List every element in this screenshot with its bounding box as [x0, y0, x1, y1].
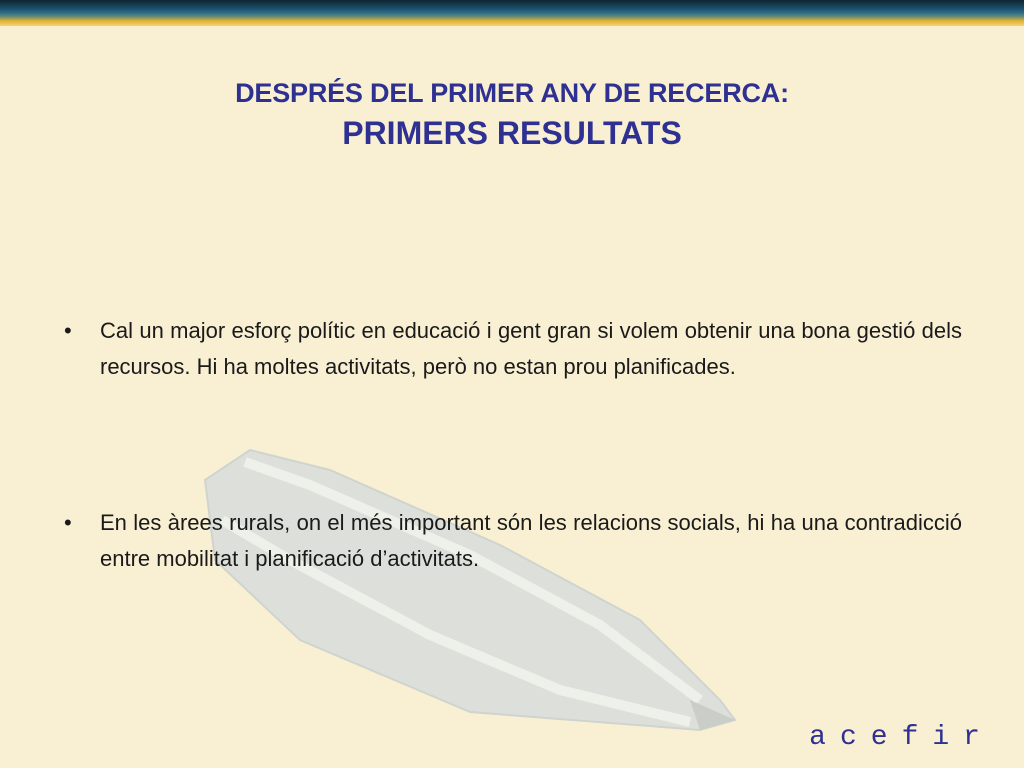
bullet-text: Cal un major esforç polític en educació i gent gran si volem obtenir una bona gestió dels recursos. Hi ha moltes activitats, però no estan prou planificades. [100, 318, 962, 379]
slide-title [0, 75, 1024, 155]
acefir-logo: acefir [809, 722, 994, 753]
bullet-text: En les àrees rurals, on el més important són les relacions socials, hi ha una contradicció entre mobilitat i planificació d’activitats. [100, 510, 962, 571]
bullet-marker: • [64, 510, 72, 535]
title-line-1: DESPRÉS DEL PRIMER ANY DE RECERCA: [235, 78, 789, 108]
title-line-2: PRIMERS RESULTATS [342, 115, 682, 151]
bullet-marker: • [64, 318, 72, 343]
